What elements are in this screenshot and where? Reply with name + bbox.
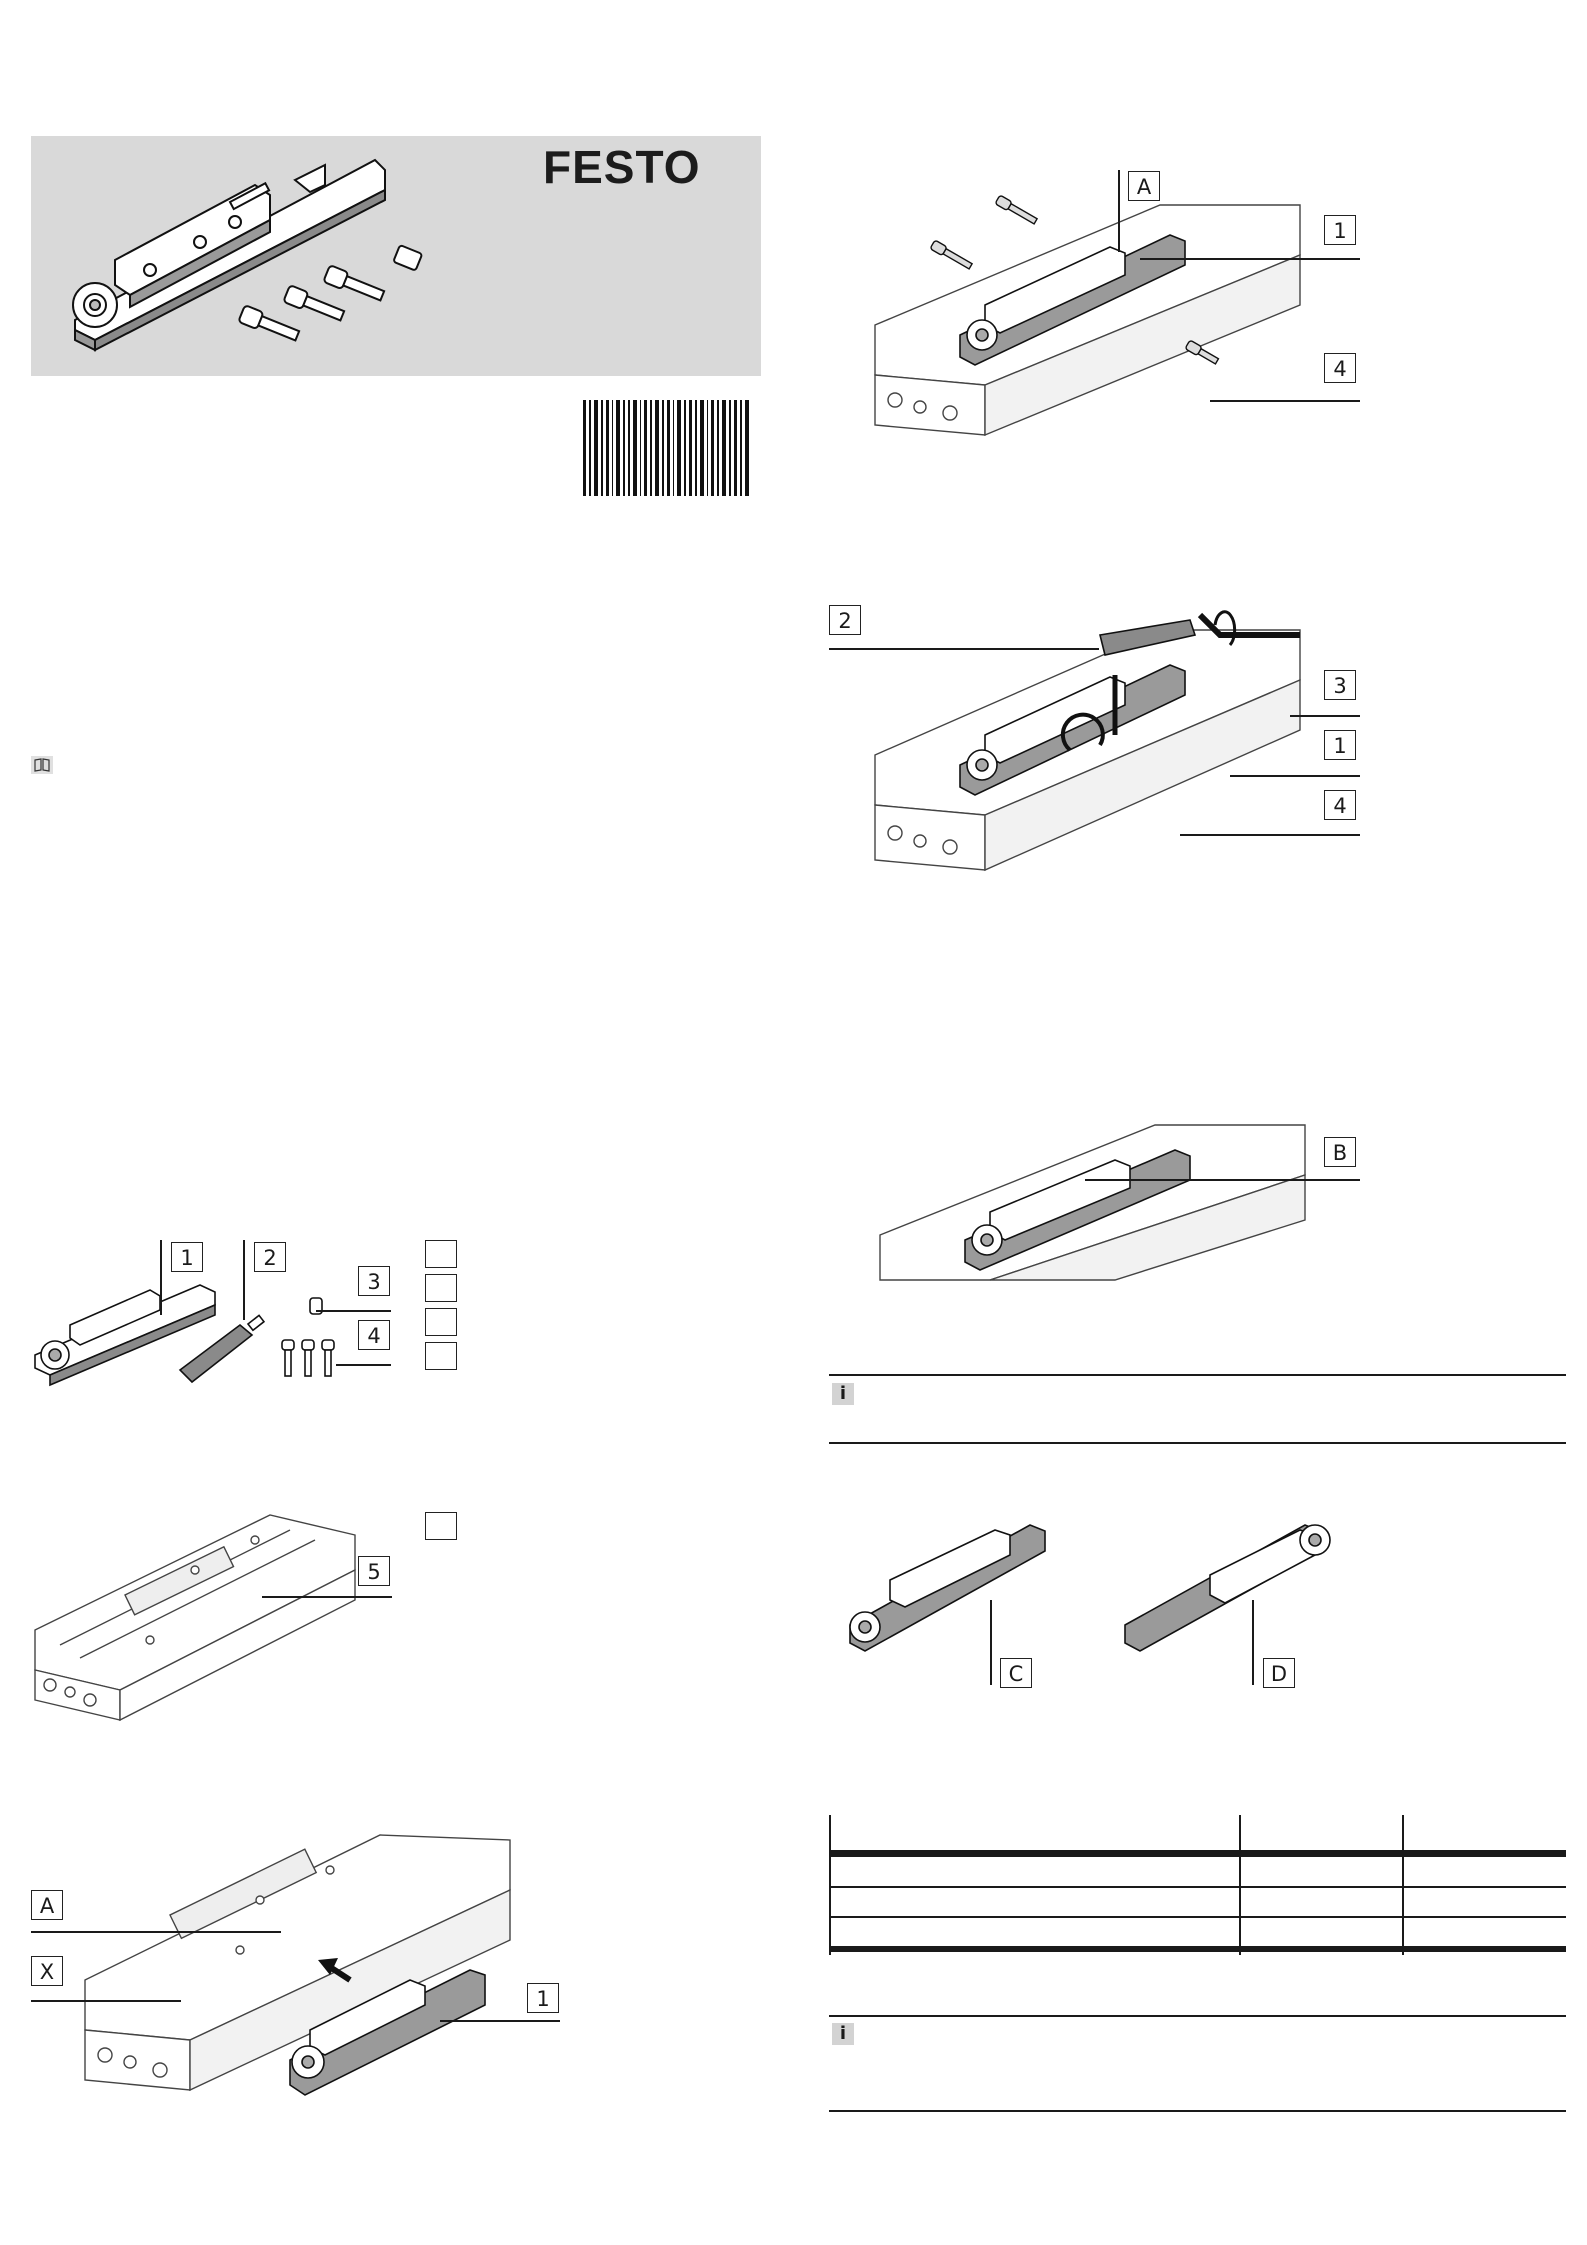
- leader-line: [1290, 715, 1360, 717]
- label-1: 1: [1324, 730, 1356, 760]
- leader-line: [31, 1931, 281, 1933]
- label-C: C: [1000, 1658, 1032, 1688]
- leader-line: [1180, 834, 1360, 836]
- checkbox-3[interactable]: [425, 1308, 457, 1336]
- barcode: [583, 400, 749, 496]
- label-A: A: [1128, 171, 1160, 201]
- slide-unit-illustration: [30, 1510, 365, 1730]
- leader-line: [243, 1240, 245, 1320]
- leader-line: [1252, 1600, 1254, 1685]
- label-4: 4: [358, 1320, 390, 1350]
- leader-line: [262, 1596, 392, 1598]
- info-icon: i: [832, 1383, 854, 1405]
- label-X: X: [31, 1956, 63, 1986]
- label-1: 1: [171, 1242, 203, 1272]
- label-3: 3: [1324, 670, 1356, 700]
- right-hand-variant-illustration: [1120, 1515, 1345, 1655]
- label-B: B: [1324, 1137, 1356, 1167]
- table-col-divider: [829, 1815, 831, 1955]
- label-4: 4: [1324, 790, 1356, 820]
- table-col-divider: [1402, 1815, 1404, 1955]
- checkbox-2[interactable]: [425, 1274, 457, 1302]
- label-A: A: [31, 1890, 63, 1920]
- table-header-rule: [829, 1850, 1566, 1857]
- mounted-slide-illustration: [875, 1120, 1315, 1280]
- leader-line: [1210, 400, 1360, 402]
- label-2: 2: [254, 1242, 286, 1272]
- label-D: D: [1263, 1658, 1295, 1688]
- info-icon: i: [832, 2023, 854, 2045]
- table-col-divider: [1239, 1815, 1241, 1955]
- table-bottom-rule: [829, 1946, 1566, 1952]
- leader-line: [1140, 258, 1360, 260]
- label-2: 2: [829, 605, 861, 635]
- info-rule-bottom: [829, 2110, 1566, 2112]
- leader-line: [336, 1364, 391, 1366]
- label-3: 3: [358, 1266, 390, 1296]
- leader-line: [990, 1600, 992, 1685]
- left-hand-variant-illustration: [845, 1515, 1070, 1655]
- leader-line: [1085, 1179, 1360, 1181]
- cover-screws-illustration: [235, 235, 445, 365]
- leader-line: [316, 1310, 391, 1312]
- mounting-step-illustration: [80, 1830, 520, 2120]
- table-row-rule: [829, 1886, 1566, 1888]
- leader-line: [1118, 170, 1120, 252]
- leader-line: [829, 648, 1099, 650]
- festo-logo: FESTO: [543, 141, 701, 193]
- delivery-parts-illustration: [30, 1230, 410, 1410]
- checkbox-5[interactable]: [425, 1512, 457, 1540]
- info-rule-top: [829, 2015, 1566, 2017]
- manual-book-icon: [31, 756, 53, 774]
- checkbox-4[interactable]: [425, 1342, 457, 1370]
- data-table: [829, 1815, 1566, 1955]
- label-4: 4: [1324, 353, 1356, 383]
- leader-line: [160, 1240, 162, 1315]
- info-rule-top: [829, 1374, 1566, 1376]
- screw-mounting-illustration: [870, 185, 1310, 440]
- info-rule-bottom: [829, 1442, 1566, 1444]
- table-row-rule: [829, 1916, 1566, 1918]
- leader-line: [440, 2020, 560, 2022]
- label-5: 5: [358, 1556, 390, 1586]
- lubrication-step-illustration: [870, 605, 1310, 880]
- label-1: 1: [1324, 215, 1356, 245]
- checkbox-1[interactable]: [425, 1240, 457, 1268]
- leader-line: [31, 2000, 181, 2002]
- leader-line: [1230, 775, 1360, 777]
- label-1: 1: [527, 1983, 559, 2013]
